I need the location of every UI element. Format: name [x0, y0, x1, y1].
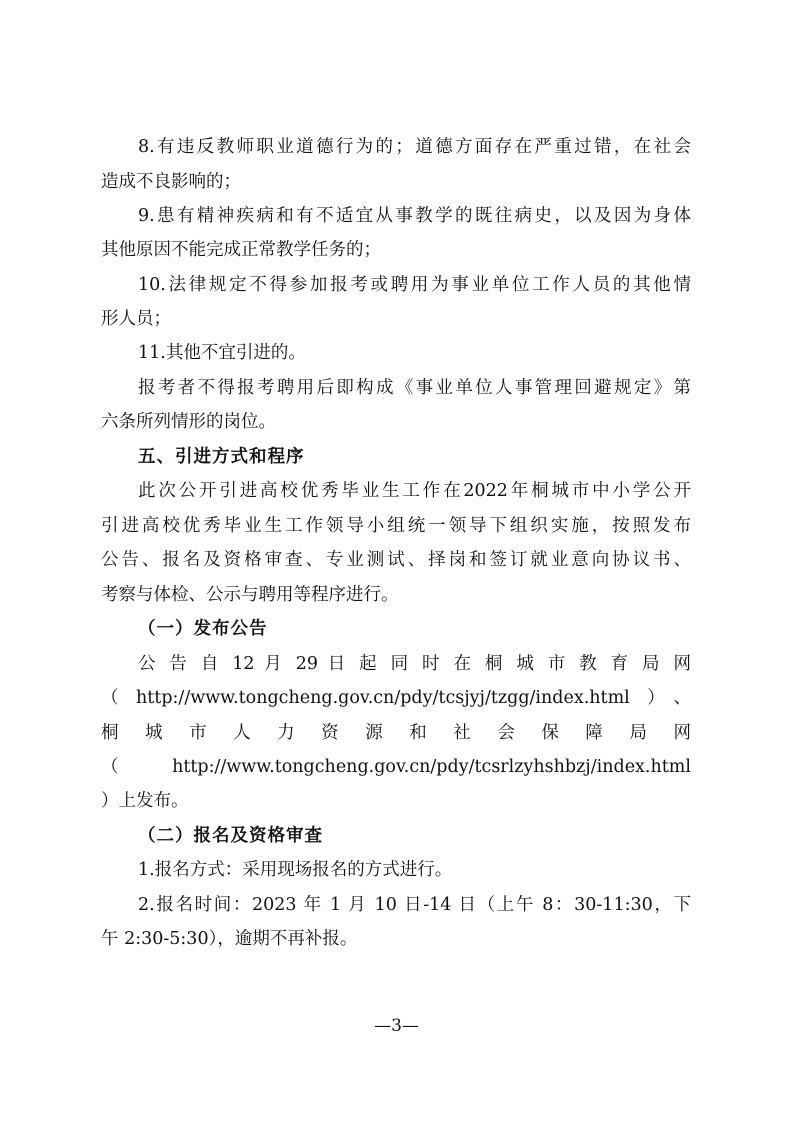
paragraph-line: 桐 城 市 人 力 资 源 和 社 会 保 障 局 网: [101, 723, 691, 743]
paragraph-line: 11.其他不宜引进的。: [138, 343, 306, 363]
paragraph-line: 2.报名时间：2023 年 1 月 10 日-14 日（上午 8：30-11:30，下: [138, 895, 691, 915]
subsection-heading: （二）报名及资格审查: [138, 826, 323, 846]
paragraph-line: 六条所列情形的岗位。: [101, 412, 276, 432]
paragraph-line: 其他原因不能完成正常教学任务的；: [101, 240, 381, 260]
paragraph-line: 8.有违反教师职业道德行为的；道德方面存在严重过错，在社会: [138, 137, 691, 157]
paragraph-line: 公告、报名及资格审查、专业测试、择岗和签订就业意向协议书、: [101, 550, 691, 570]
paragraph-line: 10.法律规定不得参加报考或聘用为事业单位工作人员的其他情: [138, 275, 691, 295]
page-number: —3—: [374, 1016, 419, 1036]
paragraph-line: 考察与体检、公示与聘用等程序进行。: [101, 585, 399, 605]
url-line: （http://www.tongcheng.gov.cn/pdy/tcsjyj/tzgg/index.html）、: [101, 688, 691, 708]
paragraph-line: 形人员；: [101, 309, 171, 329]
paragraph-line: 午 2:30-5:30），逾期不再补报。: [101, 929, 358, 949]
paragraph-line: ）上发布。: [101, 791, 189, 811]
section-heading: 五、引进方式和程序: [138, 447, 305, 467]
paragraph-line: 此次公开引进高校优秀毕业生工作在2022年桐城市中小学公开: [138, 481, 691, 501]
paragraph-line: 报考者不得报考聘用后即构成《事业单位人事管理回避规定》第: [138, 378, 691, 398]
paragraph-line: 9.患有精神疾病和有不适宜从事教学的既往病史，以及因为身体: [138, 206, 691, 226]
paragraph-line: 公 告 自 12 月 29 日 起 同 时 在 桐 城 市 教 育 局 网: [138, 654, 691, 674]
paragraph-line: 造成不良影响的；: [101, 172, 241, 192]
paragraph-line: 1.报名方式：采用现场报名的方式进行。: [138, 860, 453, 880]
subsection-heading: （一）发布公告: [138, 619, 268, 639]
url-line: （ http://www.tongcheng.gov.cn/pdy/tcsrlzyhshbzj/index.html: [101, 757, 691, 777]
paragraph-line: 引进高校优秀毕业生工作领导小组统一领导下组织实施，按照发布: [101, 516, 691, 536]
